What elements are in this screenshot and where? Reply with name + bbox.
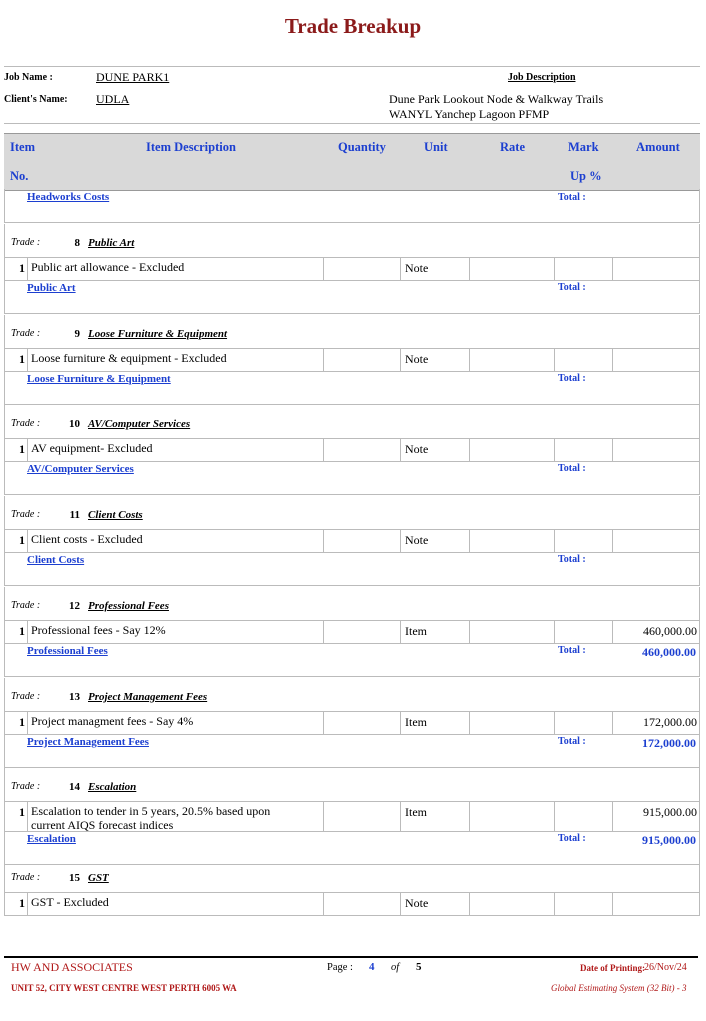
- job-name-label: Job Name :: [4, 72, 53, 83]
- item-row-divider: [699, 892, 700, 915]
- job-description-line-1: Dune Park Lookout Node & Walkway Trails: [389, 92, 604, 106]
- table-border-left: [4, 587, 5, 621]
- trade-total-name: Loose Furniture & Equipment: [27, 372, 171, 385]
- table-border-left: [4, 496, 5, 530]
- col-item-no: No.: [10, 169, 29, 183]
- total-row-bottom: [4, 585, 700, 586]
- trade-number: 10: [69, 418, 80, 431]
- item-row-divider: [27, 257, 28, 280]
- item-number: 1: [19, 533, 25, 548]
- item-row-top: [4, 438, 700, 439]
- item-row-divider: [612, 438, 613, 461]
- item-row-top: [4, 348, 700, 349]
- table-border-right: [699, 280, 700, 314]
- item-row-divider: [469, 529, 470, 552]
- trade-total-amount: 460,000.00: [642, 644, 696, 659]
- item-row-divider: [27, 438, 28, 461]
- table-border-left: [4, 643, 5, 677]
- col-mark: Mark: [568, 140, 599, 154]
- table-border-right: [699, 371, 700, 405]
- column-header: [4, 133, 700, 191]
- item-row-top: [4, 801, 700, 802]
- trade-total-name: Client Costs: [27, 554, 85, 567]
- item-row-divider: [612, 529, 613, 552]
- item-row-top: [4, 257, 700, 258]
- item-row-bottom: [4, 280, 700, 281]
- trade-label: Trade :: [11, 509, 41, 521]
- date-of-printing-label: Date of Printing:: [580, 963, 645, 973]
- item-row-divider: [323, 257, 324, 280]
- table-border-right: [699, 405, 700, 439]
- table-border-right: [699, 189, 700, 223]
- item-row-top: [4, 711, 700, 712]
- page-total: 5: [416, 961, 422, 973]
- item-row-divider: [469, 892, 470, 915]
- item-row-divider: [323, 529, 324, 552]
- item-row-divider: [699, 529, 700, 552]
- trade-total-label: Total :: [558, 833, 586, 845]
- item-row-divider: [699, 620, 700, 643]
- item-row-divider: [554, 348, 555, 371]
- table-border-left: [4, 189, 5, 223]
- table-border-left: [4, 371, 5, 405]
- item-row-divider: [612, 257, 613, 280]
- item-unit: Note: [405, 442, 429, 457]
- trade-total-label: Total :: [558, 372, 586, 384]
- trade-total-label: Total :: [558, 644, 586, 656]
- item-row-divider: [27, 801, 28, 831]
- table-border-right: [699, 224, 700, 258]
- item-row-divider: [27, 529, 28, 552]
- trade-name: Project Management Fees: [88, 690, 208, 703]
- table-border-left: [4, 405, 5, 439]
- trade-label: Trade :: [11, 418, 41, 430]
- item-unit: Note: [405, 895, 429, 910]
- item-row-divider: [699, 348, 700, 371]
- table-border-right: [699, 678, 700, 712]
- item-row-divider: [400, 620, 401, 643]
- item-row-divider: [323, 438, 324, 461]
- item-row-bottom: [4, 461, 700, 462]
- trade-label: Trade :: [11, 781, 41, 793]
- item-number: 1: [19, 261, 25, 275]
- item-row-divider: [27, 348, 28, 371]
- table-border-right: [699, 859, 700, 893]
- trade-number: 11: [69, 509, 80, 522]
- item-row-divider: [554, 711, 555, 734]
- trade-name: Escalation: [88, 781, 137, 794]
- trade-total-amount: 915,000.00: [642, 833, 696, 848]
- item-row-divider: [469, 711, 470, 734]
- table-border-left: [4, 224, 5, 258]
- col-quantity: Quantity: [338, 140, 386, 154]
- item-number: 1: [19, 895, 25, 910]
- total-row-bottom: [4, 313, 700, 314]
- client-name-label: Client's Name:: [4, 94, 68, 105]
- item-row-top: [4, 620, 700, 621]
- item-description-line-2: current AIQS forecast indices: [31, 818, 174, 833]
- item-row-top: [4, 892, 700, 893]
- trade-total-name: Public Art: [27, 282, 76, 294]
- item-description: Professional fees - Say 12%: [31, 622, 166, 637]
- trade-total-label: Total :: [558, 282, 586, 293]
- item-number: 1: [19, 714, 25, 729]
- trade-name: Professional Fees: [88, 599, 169, 612]
- table-border-left: [4, 678, 5, 712]
- item-row-divider: [554, 620, 555, 643]
- item-row-divider: [612, 892, 613, 915]
- trade-label: Trade :: [11, 599, 41, 611]
- item-row-divider: [400, 892, 401, 915]
- item-row-divider: [554, 801, 555, 831]
- table-border-left: [4, 552, 5, 586]
- system-name: Global Estimating System (32 Bit) - 3: [551, 983, 687, 993]
- table-border-right: [699, 587, 700, 621]
- item-row-bottom: [4, 371, 700, 372]
- firm-name: HW AND ASSOCIATES: [11, 960, 133, 974]
- item-number: 1: [19, 442, 25, 457]
- item-row-divider: [323, 892, 324, 915]
- item-row-bottom: [4, 915, 700, 916]
- item-row-divider: [400, 438, 401, 461]
- trade-label: Trade :: [11, 237, 41, 248]
- item-unit: Item: [405, 714, 427, 729]
- trade-total-name: Professional Fees: [27, 644, 108, 657]
- trade-label: Trade :: [11, 690, 41, 702]
- trade-name: Public Art: [88, 237, 135, 249]
- item-row-divider: [554, 892, 555, 915]
- job-description-label: Job Description: [508, 72, 576, 83]
- table-border-right: [699, 552, 700, 586]
- trade-number: 13: [69, 690, 80, 703]
- item-description: Loose furniture & equipment - Excluded: [31, 350, 227, 365]
- total-row-bottom: [4, 676, 700, 677]
- item-row-divider: [400, 801, 401, 831]
- item-row-divider: [699, 711, 700, 734]
- item-row-divider: [400, 529, 401, 552]
- trade-number: 9: [74, 327, 80, 340]
- item-row-divider: [469, 801, 470, 831]
- item-row-divider: [612, 348, 613, 371]
- item-row-divider: [554, 438, 555, 461]
- table-border-right: [699, 496, 700, 530]
- trade-total-name: Headworks Costs: [27, 191, 110, 203]
- col-rate: Rate: [500, 140, 525, 154]
- item-row-divider: [27, 620, 28, 643]
- total-row-bottom: [4, 404, 700, 405]
- item-number: 1: [19, 351, 25, 366]
- trade-total-label: Total :: [558, 192, 586, 203]
- item-row-divider: [554, 257, 555, 280]
- item-row-divider: [554, 529, 555, 552]
- item-row-divider: [27, 711, 28, 734]
- trade-total-name: Escalation: [27, 833, 76, 846]
- item-row-bottom: [4, 643, 700, 644]
- col-item-description: Item Description: [146, 140, 236, 154]
- page-title: Trade Breakup: [284, 14, 422, 38]
- trade-number: 14: [69, 781, 80, 794]
- item-amount: 915,000.00: [643, 805, 697, 820]
- job-name-value: DUNE PARK1: [96, 70, 170, 84]
- item-number: 1: [19, 623, 25, 638]
- trade-name: Loose Furniture & Equipment: [88, 327, 228, 340]
- item-unit: Note: [405, 351, 429, 366]
- table-border-left: [4, 280, 5, 314]
- trade-total-label: Total :: [558, 735, 586, 747]
- item-row-divider: [699, 801, 700, 831]
- trade-label: Trade :: [11, 871, 41, 883]
- item-row-divider: [469, 620, 470, 643]
- item-row-bottom: [4, 734, 700, 735]
- trade-total-name: AV/Computer Services: [27, 463, 134, 476]
- trade-number: 15: [69, 871, 80, 884]
- item-description: Public art allowance - Excluded: [31, 260, 185, 274]
- table-border-right: [699, 768, 700, 802]
- col-amount: Amount: [636, 140, 680, 154]
- item-description: Project managment fees - Say 4%: [31, 713, 194, 728]
- item-row-top: [4, 529, 700, 530]
- item-description: Escalation to tender in 5 years, 20.5% based upon: [31, 804, 271, 819]
- table-border-left: [4, 859, 5, 893]
- trade-label: Trade :: [11, 327, 41, 339]
- total-row-bottom: [4, 864, 700, 865]
- item-row-divider: [699, 438, 700, 461]
- item-row-divider: [400, 348, 401, 371]
- item-row-bottom: [4, 552, 700, 553]
- item-row-divider: [27, 892, 28, 915]
- item-row-divider: [323, 620, 324, 643]
- item-row-divider: [699, 257, 700, 280]
- item-description: AV equipment- Excluded: [31, 441, 153, 456]
- trade-name: Client Costs: [88, 509, 143, 522]
- table-border-right: [699, 461, 700, 495]
- total-row-bottom: [4, 494, 700, 495]
- table-border-left: [4, 461, 5, 495]
- trade-total-amount: 172,000.00: [642, 735, 696, 750]
- page-of-label: of: [391, 962, 400, 973]
- table-border-left: [4, 768, 5, 802]
- item-number: 1: [19, 805, 25, 820]
- page-number: 4: [369, 961, 375, 973]
- table-border-right: [699, 315, 700, 349]
- item-unit: Note: [405, 261, 429, 275]
- trade-name: AV/Computer Services: [88, 418, 191, 431]
- trade-total-label: Total :: [558, 463, 586, 475]
- item-row-divider: [323, 711, 324, 734]
- table-border-left: [4, 734, 5, 768]
- total-row-bottom: [4, 222, 700, 223]
- item-unit: Note: [405, 533, 429, 548]
- client-name-value: UDLA: [96, 92, 130, 106]
- date-of-printing: 26/Nov/24: [644, 962, 687, 973]
- trade-number: 12: [69, 599, 80, 612]
- trade-total-label: Total :: [558, 554, 586, 566]
- trade-number: 8: [74, 237, 80, 249]
- trade-name: GST: [88, 871, 109, 884]
- trade-total-name: Project Management Fees: [27, 735, 149, 748]
- item-amount: 172,000.00: [643, 714, 697, 729]
- col-unit: Unit: [424, 140, 448, 154]
- page-label: Page :: [327, 962, 353, 973]
- item-row-divider: [400, 711, 401, 734]
- table-border-left: [4, 315, 5, 349]
- col-up-percent: Up %: [570, 169, 602, 183]
- table-border-right: [699, 643, 700, 677]
- item-row-divider: [400, 257, 401, 280]
- footer-divider: [4, 956, 698, 958]
- table-border-right: [699, 734, 700, 768]
- item-amount: 460,000.00: [643, 623, 697, 638]
- item-unit: Item: [405, 805, 427, 820]
- item-row-divider: [323, 801, 324, 831]
- item-row-divider: [469, 257, 470, 280]
- item-description: Client costs - Excluded: [31, 532, 143, 547]
- item-description: GST - Excluded: [31, 894, 109, 909]
- item-row-divider: [323, 348, 324, 371]
- item-row-divider: [469, 348, 470, 371]
- total-row-bottom: [4, 767, 700, 768]
- job-description-line-2: WANYL Yanchep Lagoon PFMP: [389, 107, 550, 121]
- item-unit: Item: [405, 623, 427, 638]
- col-item: Item: [10, 140, 35, 154]
- firm-address: UNIT 52, CITY WEST CENTRE WEST PERTH 6005 WA: [11, 983, 237, 993]
- item-row-divider: [469, 438, 470, 461]
